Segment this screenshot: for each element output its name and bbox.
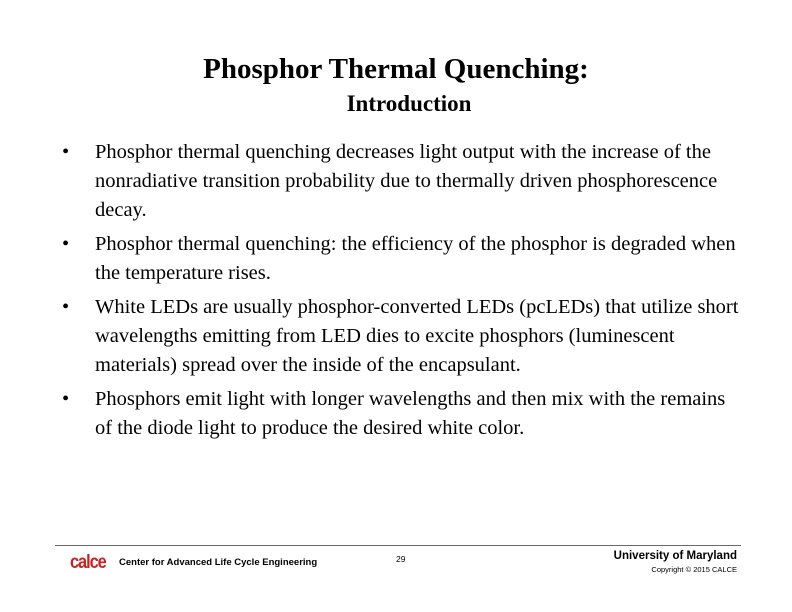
- bullet-text: Phosphor thermal quenching decreases light output with the increase of the nonradiative transition probability due to thermally driven phosphorescence decay.: [95, 141, 718, 221]
- bullet-text: White LEDs are usually phosphor-converted LEDs (pcLEDs) that utilize short wavelengths emitting from LED dies to excite phosphors (luminescent materials) spread over the inside of the encapsulant.: [95, 296, 739, 376]
- bullet-marker: •: [62, 233, 70, 255]
- bullet-text: Phosphors emit light with longer wavelengths and then mix with the remains of the diode light to produce the desired white color.: [95, 388, 726, 439]
- copyright-notice: Copyright © 2015 CALCE: [651, 565, 737, 574]
- bullet-item: [62, 293, 742, 380]
- slide-title: Phosphor Thermal Quenching:: [203, 53, 589, 85]
- slide-subtitle: Introduction: [346, 91, 472, 116]
- bullet-list: [62, 138, 742, 448]
- university-name: University of Maryland: [613, 550, 737, 562]
- footer-divider: [55, 545, 741, 546]
- bullet-item: [62, 385, 742, 443]
- bullet-marker: •: [62, 388, 70, 410]
- center-name: Center for Advanced Life Cycle Engineering: [119, 557, 318, 568]
- page-number: 29: [396, 554, 406, 564]
- bullet-item: [62, 138, 742, 225]
- calce-logo: calce: [70, 552, 106, 573]
- bullet-item: [62, 230, 742, 288]
- bullet-marker: •: [62, 296, 70, 318]
- bullet-marker: •: [62, 141, 70, 163]
- bullet-text: Phosphor thermal quenching: the efficiency of the phosphor is degraded when the temperature rises.: [95, 233, 736, 284]
